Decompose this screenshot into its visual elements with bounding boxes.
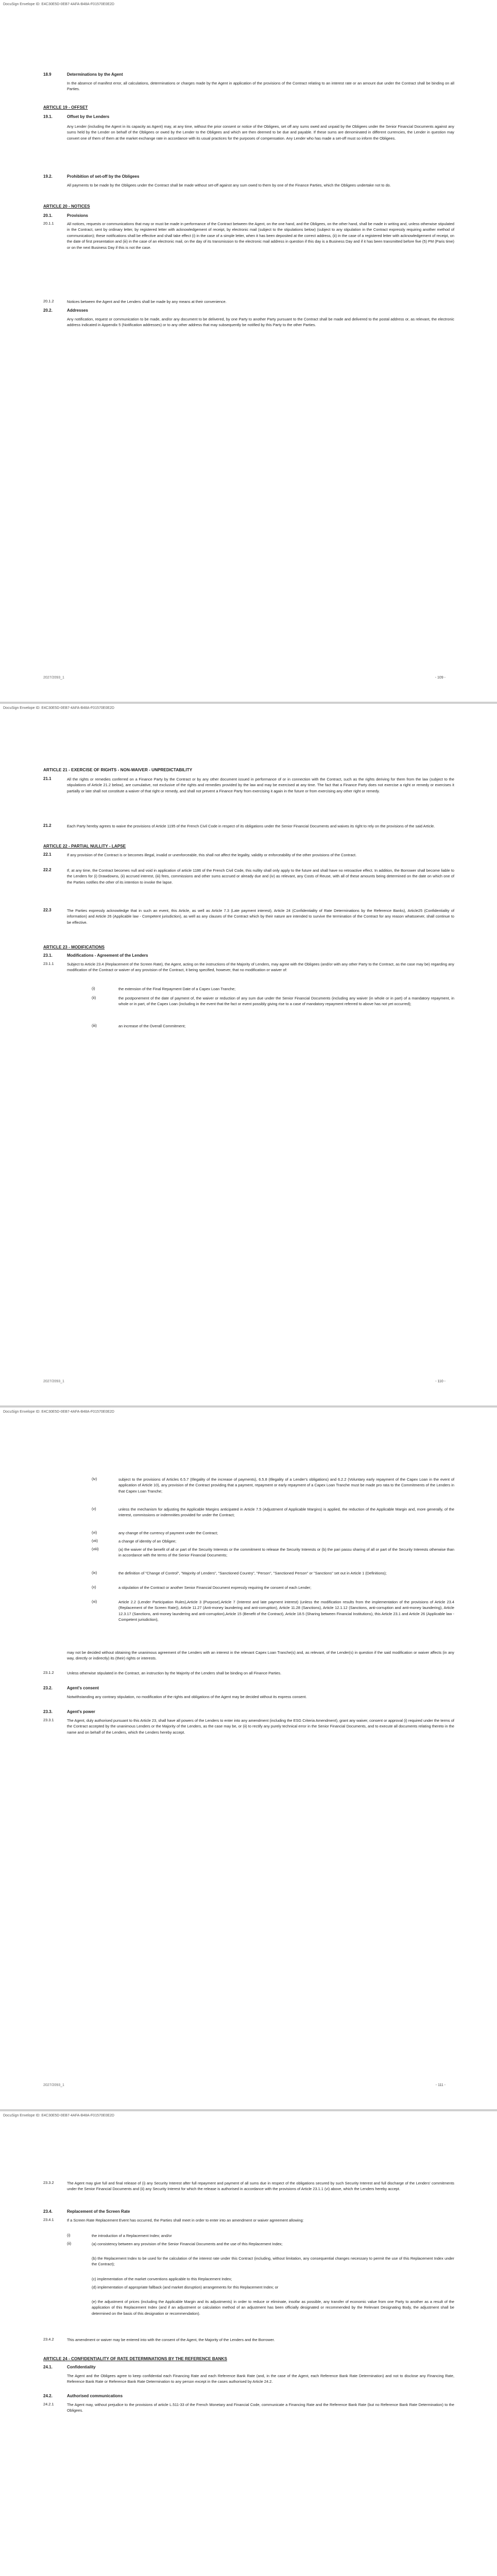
- section-number: 24.1.: [43, 2365, 53, 2369]
- section-number: 21.2: [43, 823, 52, 828]
- list-item: Article 2.2 (Lender Participation Rules),Article 3 (Purpose),Article 7 (Interest and late payment interest) (unless the modification results from the implementation of the provisions of Article 23.4 (Replacement of the Screen Rate)), Article 11.27 (Anti-money laundering and anti-corruption), Article 11.28 (Sanctions), Article 12.1.12 (Sanctions, anti-corruption and anti-money laundering), Article 12.3.17 (Sanctions, anti-money laundering and anti-corruption),Article 15 (Benefit of the Contract), Article 18.5 (Sharing between Financial Institutions), this Article 23.1 and Article 26 (Applicable law - Competent jurisdiction),: [118, 1600, 454, 1622]
- list-item: the definition of "Change of Control", "Majority of Lenders", "Sanctioned Country", "Person", "Sanctioned Person" or "Sanctions" set out in Article 1 (Definitions);: [118, 1571, 387, 1575]
- list-item: the extension of the Final Repayment Date of a Capex Loan Tranche;: [118, 987, 236, 991]
- clause-number: 20.1.1: [43, 221, 54, 226]
- paragraph: Subject to Article 23.4 (Replacement of the Screen Rate), the Agent, acting on the instructions of the Majority of Lenders, may agree with the Obligees (and/or with any other Party to the Contract, as the case may be) regarding any modification of the Contract or waiver of any provision of the Contract, it being specified, however, that no modification or waiver of:: [67, 962, 454, 973]
- docusign-envelope-id: DocuSign Envelope ID: E4C30E5D-0EB7-4AFA-B48A-F01570E0E2D: [3, 706, 114, 710]
- list-item: the postponement of the date of payment of, the waiver or reduction of any sum due under the Senior Financial Documents (including any waiver (in whole or in part) of a mandatory repayment, in whole or in part, of the Capex Loan (including in the event that the fact or event possibly giving rise to a case of mandatory repayment referred to above has not yet occurred);: [118, 996, 454, 1007]
- document-page: [0, 2111, 497, 2576]
- paragraph: Notwithstanding any contrary stipulation, no modification of the rights and obligations of the Agent may be decided without its express consent.: [67, 1694, 307, 1699]
- list-item: any change of the currency of payment under the Contract;: [118, 1531, 218, 1535]
- section-title: Offset by the Lenders: [67, 114, 110, 119]
- list-item: an increase of the Overall Commitment;: [118, 1024, 186, 1028]
- section-number: 22.1: [43, 852, 52, 857]
- clause-number: 20.1.2: [43, 299, 54, 303]
- list-marker: (vii): [92, 1538, 98, 1543]
- paragraph: Any notification, request or communication to be made, and/or any document to be delivered, by one Party to another Party pursuant to the Contract shall be made and delivered to the postal address or, as relevant, the electronic address indicated in Appendix 5 (Notification addresses) or to any other address that may subsequently be notified by this Party to the other Parties.: [67, 317, 454, 328]
- footer-reference: 2027/2093_1: [43, 676, 64, 680]
- paragraph: The Parties expressly acknowledge that in such an event, this Article, as well as Article 7.3 (Late payment interest), Article 24 (Confidentiality of Rate Determinations by the Reference Banks), Article25 (Confidentiality of information) and Article 26 (Applicable law - Competent jurisdiction), as well as any clauses of the Contract which by their nature are intended to survive the termination of the Contract for any reason whatsoever, shall continue to be effective.: [67, 908, 454, 925]
- article-heading: ARTICLE 22 - PARTIAL NULLITY - LAPSE: [43, 844, 126, 849]
- document-page: [0, 1408, 497, 2109]
- section-title: Agent's consent: [67, 1686, 99, 1690]
- section-title: Provisions: [67, 213, 88, 218]
- section-number: 19.1.: [43, 114, 53, 119]
- document-page: [0, 0, 497, 702]
- paragraph: Each Party hereby agrees to waive the provisions of Article 1195 of the French Civil Code in respect of its obligations under the Senior Financial Documents and waives its right to rely on the provisions of the said Article.: [67, 824, 435, 828]
- section-number: 19.2.: [43, 174, 53, 179]
- paragraph: may not be decided without obtaining the unanimous agreement of the Lenders with an interest in the relevant Capex Loan Tranche(s) and, as relevant, of the Lender(s) in question if the said modification or waiver affects (in any way, directly or indirectly) its (their) rights or interests.: [67, 1650, 454, 1661]
- section-title: Replacement of the Screen Rate: [67, 2209, 130, 2214]
- document-page: [0, 704, 497, 1405]
- list-item: the introduction of a Replacement Index; and/or: [92, 2233, 172, 2238]
- paragraph: Any Lender (including the Agent in its capacity as Agent) may, at any time, without the prior consent or notice of the Obligees, set off any sums owed and unpaid by the Obligees under the Senior Financial Documents against any sums held by the Lender on behalf of the Obligees or owed by the Lender to the Obligees and which are then deemed to be due and payable. If these sums are denominated in different currencies, the Lender in question may convert one of them of them at the market exchange rate in accordance with its usual practices for the purposes of compensation. Any Lender who has made a set-off must so inform the Obligees.: [67, 124, 454, 141]
- list-item: (c) implementation of the market conventions applicable to this Replacement Index;: [92, 2277, 232, 2281]
- page-number: - 111 -: [435, 2083, 445, 2087]
- paragraph: In the absence of manifest error, all calculations, determinations or charges made by the Agent in application of the provisions of the Contract relating to an interest rate or an amount due under the Contract shall be binding on all Parties.: [67, 81, 454, 92]
- section-title: Modifications - Agreement of the Lenders: [67, 953, 148, 958]
- paragraph: All payments to be made by the Obligees under the Contract shall be made without set-off against any sum owed to them by one of the Finance Parties, which the Obligees undertake not to do.: [67, 183, 391, 188]
- clause-number: 23.1.1: [43, 961, 54, 966]
- docusign-envelope-id: DocuSign Envelope ID: E4C30E5D-0EB7-4AFA-B48A-F01570E0E2D: [3, 2114, 114, 2117]
- list-marker: (ix): [92, 1570, 97, 1575]
- list-marker: (iii): [92, 1023, 97, 1028]
- list-item: a stipulation of the Contract or another Senior Financial Document expressly requiring the consent of each Lender;: [118, 1585, 312, 1590]
- paragraph: The Agent may give full and final release of (i) any Security Interest after full repayment and payment of all sums due in respect of the obligations secured by such Security Interest and full discharge of the Lenders' commitments under the Senior Financial Documents and (ii) any Security Interest for which the release is authorised in accordance with the provisions of Article 23.1.1 (vi) above, which the Lenders hereby accept.: [67, 2181, 454, 2192]
- list-marker: (ii): [92, 995, 96, 1000]
- paragraph: This amendment or waiver may be entered into with the consent of the Agent, the Majority of the Lenders and the Borrower.: [67, 2337, 275, 2342]
- section-number: 23.4.: [43, 2209, 53, 2214]
- section-number: 20.1.: [43, 213, 53, 218]
- page-number: - 109 -: [435, 676, 445, 680]
- list-marker: (viii): [92, 1547, 99, 1551]
- paragraph: If, at any time, the Contract becomes null and void in application of article 1186 of the French Civil Code, this nullity shall only apply to the future and shall have no retroactive effect. In addition, the Borrower shall become liable to the Lenders for (i) Drawdowns, (ii) accrued interest, (iii) fees, commissions and other sums accrued or already due and (iv) as relevant, any Costs of Reuse, with all of these amounts being determined on the date on which one of the Parties notifies the other of its intention to invoke the lapse.: [67, 868, 454, 885]
- list-marker: (xi): [92, 1599, 97, 1604]
- docusign-envelope-id: DocuSign Envelope ID: E4C30E5D-0EB7-4AFA-B48A-F01570E0E2D: [3, 3, 114, 6]
- article-heading: ARTICLE 21 - EXERCISE OF RIGHTS - NON-WAIVER - UNPREDICTABILITY: [43, 768, 193, 772]
- article-heading: ARTICLE 20 - NOTICES: [43, 204, 90, 209]
- section-title: Confidentiality: [67, 2365, 96, 2369]
- paragraph: The Agent may, without prejudice to the provisions of article L.511-33 of the French Monetary and Financial Code, communicate a Financing Rate and the Reference Bank Rate (but no Reference Bank Rate Determination) to the Obligees.: [67, 2402, 454, 2413]
- clause-number: 23.4.2: [43, 2337, 54, 2342]
- section-title: Determinations by the Agent: [67, 72, 123, 77]
- section-number: 23.2.: [43, 1686, 53, 1690]
- section-number: 22.2: [43, 868, 52, 872]
- list-marker: (x): [92, 1585, 96, 1589]
- clause-number: 23.3.1: [43, 1718, 54, 1722]
- section-number: 22.3: [43, 908, 52, 912]
- list-item: (b) the Replacement Index to be used for the calculation of the interest rate under this Contract (including, without limitation, any consequential changes necessary to permit the use of this Replacement Index under the Contract);: [92, 2256, 454, 2267]
- list-item: (d) implementation of appropriate fallback (and market disruption) arrangements for this Replacement Index; or: [92, 2285, 279, 2290]
- list-marker: (i): [92, 986, 95, 991]
- section-number: 21.1: [43, 776, 52, 781]
- list-item: (a) consistency between any provision of the Senior Financial Documents and the use of this Replacement Index;: [92, 2242, 283, 2246]
- section-title: Authorised communications: [67, 2394, 123, 2398]
- list-item: (a) the waiver of the benefit of all or part of the Security Interests or the commitment to release the Security Interests or (b) the pari passu sharing of all or part of the Security Interests otherwise than in accordance with the terms of the Senior Financial Documents;: [118, 1547, 454, 1558]
- list-marker: (v): [92, 1506, 96, 1511]
- list-item: unless the mechanism for adjusting the Applicable Margins anticipated in Article 7.5 (Adjustment of Applicable Margins) is applied, the reduction of the Applicable Margin and, more generally, of the interest, commissions or indemnities provided for under the Contract;: [118, 1507, 454, 1518]
- section-number: 23.1.: [43, 953, 53, 958]
- footer-reference: 2027/2093_1: [43, 2083, 64, 2087]
- clause-number: 23.3.2: [43, 2180, 54, 2185]
- paragraph: Unless otherwise stipulated in the Contract, an instruction by the Majority of the Lenders shall be binding on all Finance Parties.: [67, 1671, 282, 1675]
- list-marker: (iv): [92, 1477, 97, 1481]
- list-item: a change of identity of an Obligee;: [118, 1539, 177, 1544]
- section-number: 20.2.: [43, 308, 53, 313]
- paragraph: If any provision of the Contract is or becomes illegal, invalid or unenforceable, this shall not affect the legality, validity or enforceability of the other provisions of the Contract.: [67, 853, 357, 857]
- article-heading: ARTICLE 23 - MODIFICATIONS: [43, 945, 105, 950]
- clause-number: 23.1.2: [43, 1670, 54, 1675]
- section-number: 23.3.: [43, 1709, 53, 1714]
- paragraph: The Agent, duly authorised pursuant to this Article 23, shall have all powers of the Lenders to enter into any amendment (including the ESG Criteria Amendment), grant any waiver, consent or approval (i) required under the terms of the Contract accepted by the unanimous Lenders or the Majority of the Lenders, as the case may be, or (ii) to rectify any purely technical error in the Senior Financial Documents, and to execute all documents relating thereto in the name and on behalf of the Lenders, which the Lenders hereby accept.: [67, 1718, 454, 1735]
- list-marker: (i): [67, 2233, 71, 2238]
- page-number: - 110 -: [435, 1380, 445, 1383]
- footer-reference: 2027/2093_1: [43, 1380, 64, 1383]
- clause-number: 24.2.1: [43, 2402, 54, 2406]
- list-marker: (ii): [67, 2241, 72, 2246]
- list-marker: (vi): [92, 1530, 97, 1535]
- section-number: 18.9: [43, 72, 52, 77]
- paragraph: All the rights or remedies conferred on a Finance Party by the Contract or by any other document issued in performance of or in connection with the Contract, such as the rights deriving for them from the law (subject to the stipulations of Article 21.2 below), are cumulative, not exclusive of the rights and remedies provided by the law and may be exercised at any time. The fact that a Finance Party does not exercise a right or remedy or exercises it partially or late shall not constitute a waiver of that right or remedy, and shall not prevent a Finance Party from exercising it again in the future or from exercising any other right or remedy.: [67, 777, 454, 793]
- article-heading: ARTICLE 19 - OFFSET: [43, 105, 88, 110]
- paragraph: Notices between the Agent and the Lenders shall be made by any means at their convenience.: [67, 299, 227, 304]
- list-item: (e) the adjustment of prices (including the Applicable Margin and its adjustments) in order to reduce or eliminate, insofar as possible, any transfer of economic value from one Party to another as a result of the application of this Replacement Index (and if an adjustment or calculation method of an adjustment has been officially designated or recommended by the Relevant Designating Body, the adjustment shall be determined on the basis of this designation or recommendation).: [92, 2299, 454, 2316]
- clause-number: 23.4.1: [43, 2217, 54, 2222]
- paragraph: If a Screen Rate Replacement Event has occurred, the Parties shall meet in order to enter into an amendment or waiver agreement allowing:: [67, 2218, 304, 2223]
- section-title: Agent's power: [67, 1709, 95, 1714]
- paragraph: The Agent and the Obligees agree to keep confidential each Financing Rate and each Reference Bank Rate (and, in the case of the Agent, each Reference Bank Rate Determination) and not to disclose any Financing Rate, Reference Bank Rate or Reference Bank Rate Determination to any person except in the cases authorised by Article 24.2.: [67, 2374, 454, 2384]
- section-title: Prohibition of set-off by the Obligees: [67, 174, 140, 179]
- section-title: Addresses: [67, 308, 88, 313]
- article-heading: ARTICLE 24 - CONFIDENTIALITY OF RATE DETERMINATIONS BY THE REFERENCE BANKS: [43, 2357, 227, 2361]
- paragraph: All notices, requests or communications that may or must be made in performance of the Contract between the Agent, on the one hand, and the Obligees, on the other hand, shall be made in writing and, unless otherwise stipulated in the Contract, sent by ordinary letter, by registered letter with acknowledgement of receipt, by electronic mail (subject to the stipulations below) (subject to any stipulation in the Contract expressly requiring another method of communication); these notifications shall be effective and shall take effect (i) in the case of a simple letter, when it has been deposited at the correct address, (ii) in the case of a registered letter with acknowledgement of receipt, on the date of first presentation and (iii) in the case of an electronic mail, on the day of its transmission to the electronic mail address in question if this day is a Business Day and if it has been transmitted before five (5) PM (Paris time) or on the next Business Day if this is not the case.: [67, 222, 454, 250]
- section-number: 24.2.: [43, 2394, 53, 2398]
- docusign-envelope-id: DocuSign Envelope ID: E4C30E5D-0EB7-4AFA-B48A-F01570E0E2D: [3, 1410, 114, 1414]
- list-item: subject to the provisions of Articles 6.5.7 (Illegality of the increase of payments), 6.5.8 (Illegality of a Lender's obligations) and 6.2.2 (Voluntary early repayment of the Capex Loan in the event of application of Article 10), any provision of the Contract providing that a payment, repayment or early repayment of a Capex Loan Tranche must be made pro rata to the Commitments of the Lenders in that Capex Loan Tranche;: [118, 1477, 454, 1494]
